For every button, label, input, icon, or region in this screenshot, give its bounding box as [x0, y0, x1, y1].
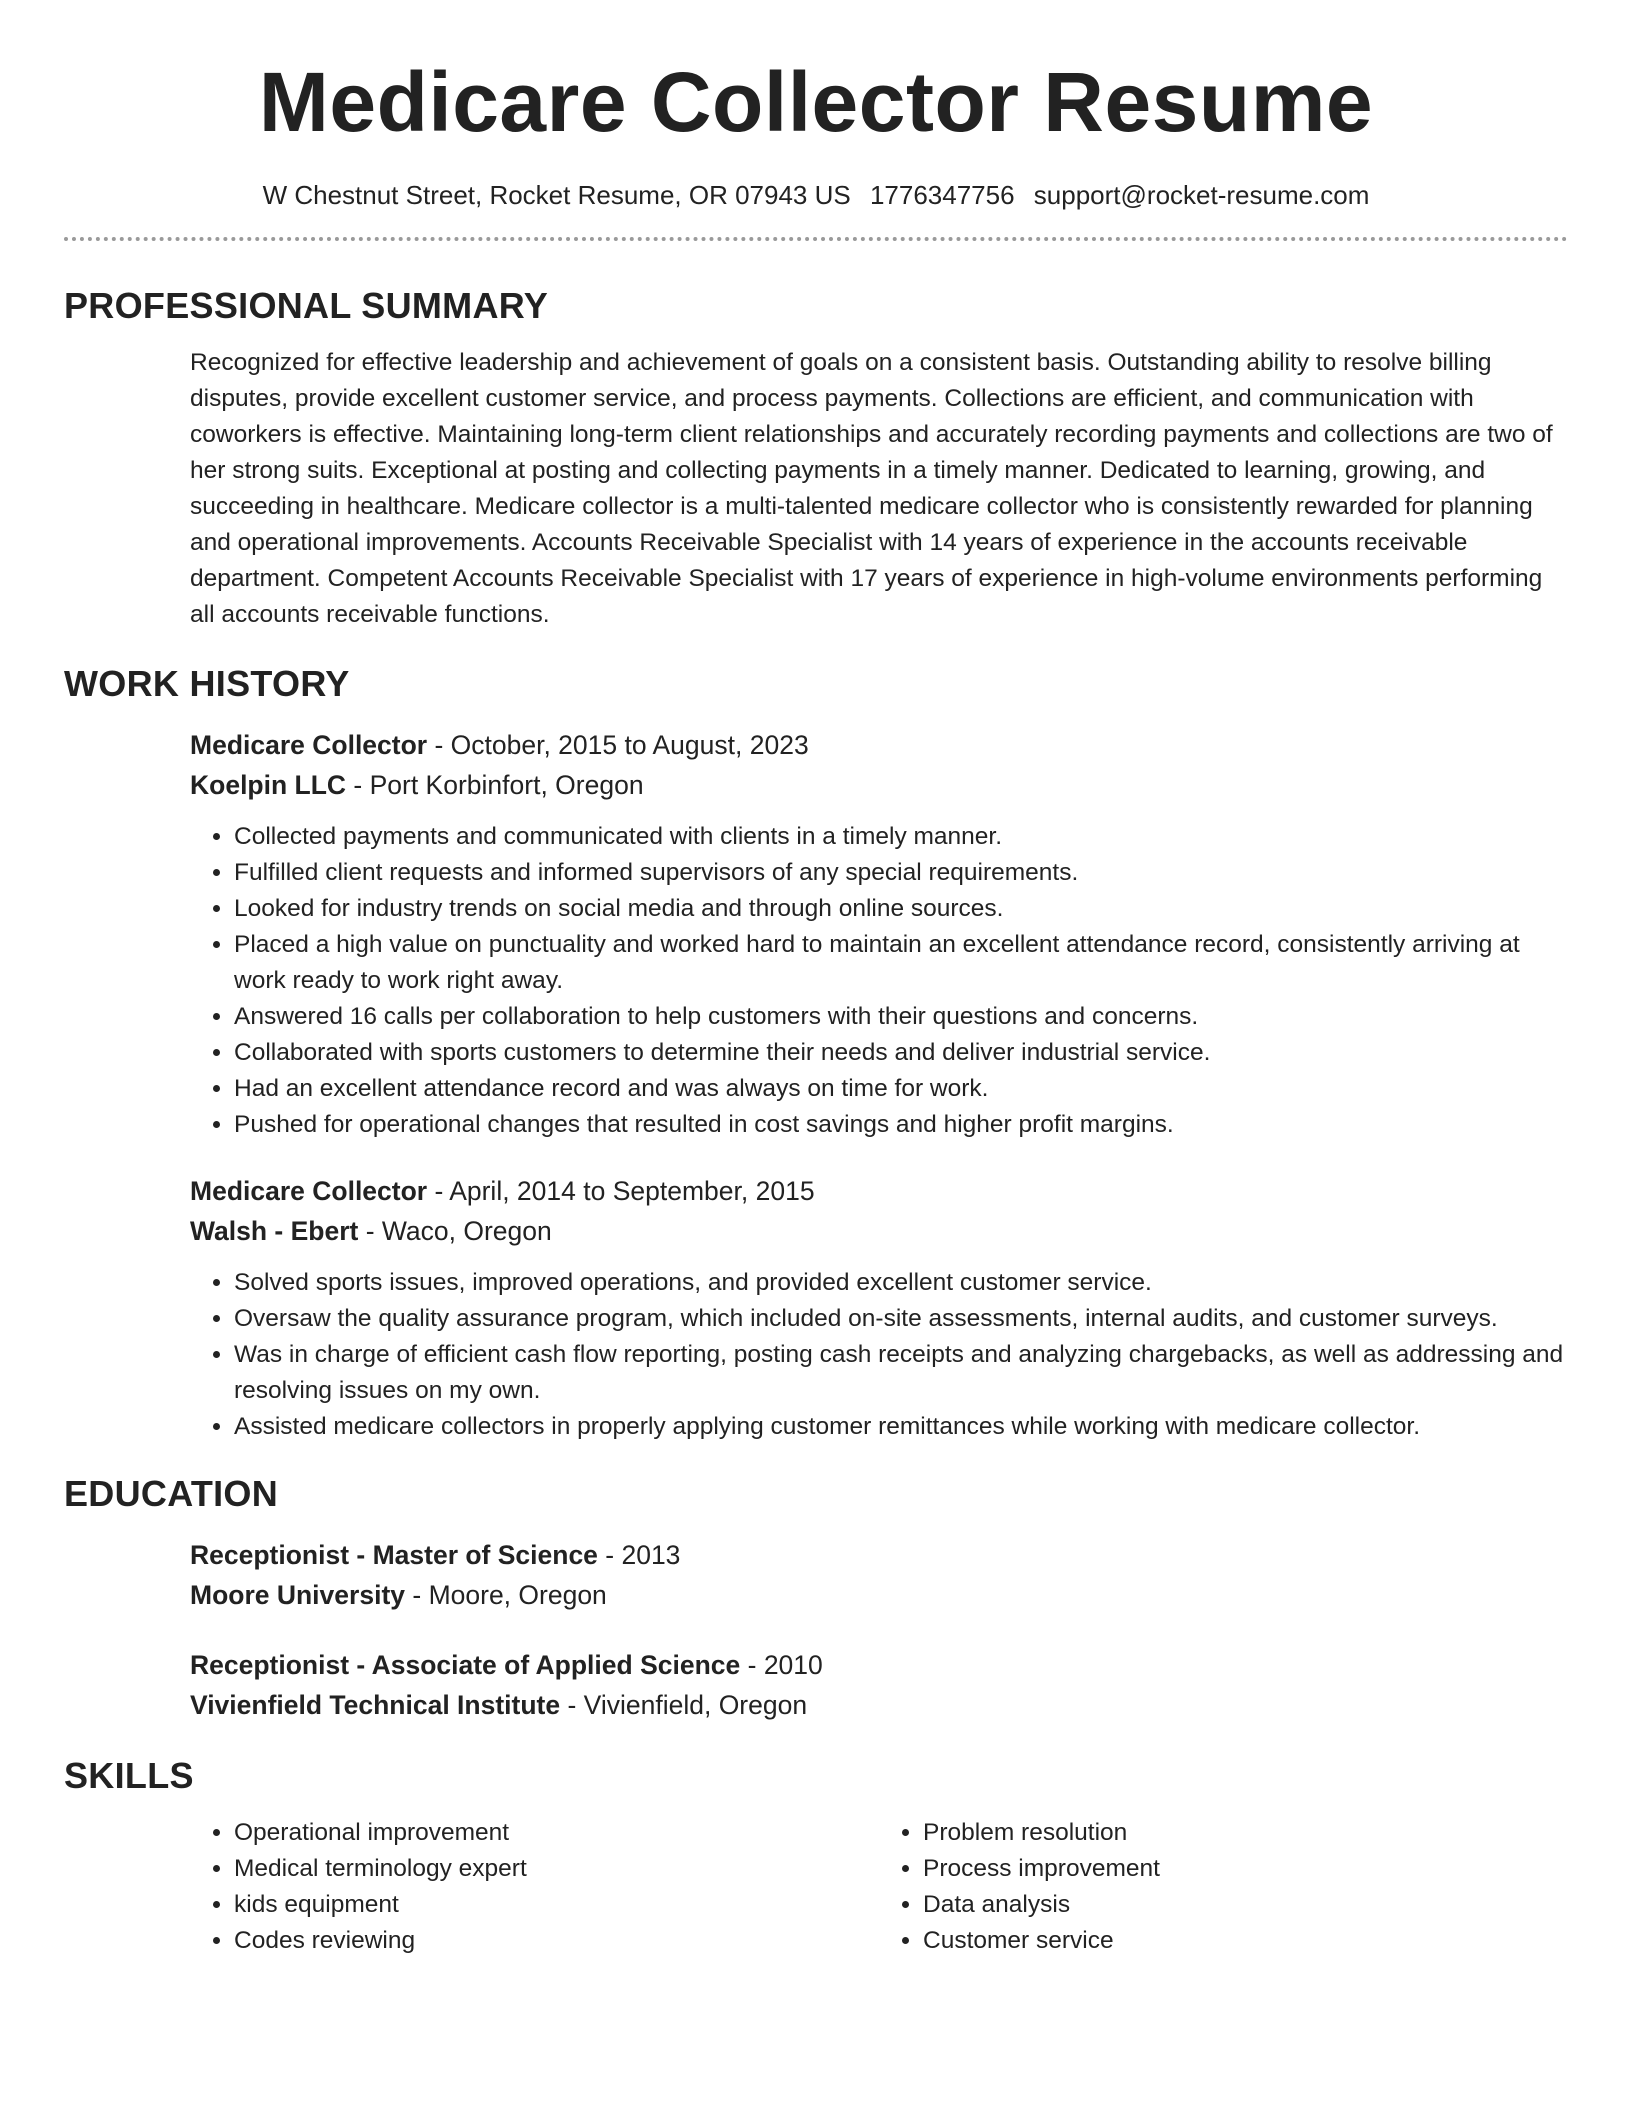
list-item: • Fulfilled client requests and informed supervisors of any special requirements. [234, 855, 1568, 891]
education-degree-line [190, 1535, 1568, 1575]
job-bullets [190, 1265, 1568, 1445]
work-history-section [190, 725, 1568, 1445]
skill-item: • Customer service [923, 1923, 1568, 1959]
education-school: Moore University [190, 1580, 406, 1610]
job-location: - Port Korbinfort, Oregon [346, 770, 644, 800]
list-item: • Solved sports issues, improved operations, and provided excellent customer service. [234, 1265, 1568, 1301]
education-year: - 2013 [597, 1540, 681, 1570]
list-item: • Assisted medicare collectors in properly applying customer remittances while working with medicare collector. [234, 1409, 1568, 1445]
job-title-line [190, 725, 1568, 765]
skill-item: • Codes reviewing [234, 1923, 879, 1959]
skills-list-right [879, 1815, 1568, 1959]
job-title: Medicare Collector [190, 1176, 428, 1206]
list-item: • Had an excellent attendance record and was always on time for work. [234, 1071, 1568, 1107]
list-item: • Placed a high value on punctuality and worked hard to maintain an excellent attendance record, consistently arriving at work ready to work right away. [234, 927, 1568, 999]
summary-heading: PROFESSIONAL SUMMARY [64, 285, 549, 326]
skills-heading: SKILLS [64, 1755, 194, 1796]
education-heading: EDUCATION [64, 1473, 279, 1514]
list-item: • Was in charge of efficient cash flow reporting, posting cash receipts and analyzing chargebacks, as well as addressing and resolving issues on my own. [234, 1337, 1568, 1409]
summary-text: Recognized for effective leadership and achievement of goals on a consistent basis. Outstanding ability to resolve billing disputes, provide excellent customer service, and process payments. Collections are efficient, and communication with coworkers is effective. Maintaining long-term client relationships and accurately recording payments and collections are two of her strong suits. Exceptional at posting and collecting payments in a timely manner. Dedicated to learning, growing, and succeeding in healthcare. Medicare collector is a multi-talented medicare collector who is consistently rewarded for planning and operational improvements. Accounts Receivable Specialist with 14 years of experience in the accounts receivable department. Competent Accounts Receivable Specialist with 17 years of experience in high-volume environments performing all accounts receivable functions. [190, 349, 1553, 628]
contact-email: support@rocket-resume.com [1033, 180, 1370, 210]
job-entry [190, 1171, 1568, 1445]
education-degree-line [190, 1645, 1568, 1685]
job-bullets [190, 819, 1568, 1143]
skills-section [190, 1815, 1568, 1959]
list-item: • Collaborated with sports customers to determine their needs and deliver industrial service. [234, 1035, 1568, 1071]
job-company-line [190, 1211, 1568, 1251]
page-title: Medicare Collector Resume [258, 55, 1374, 149]
skill-item: • Data analysis [923, 1887, 1568, 1923]
skill-item: • Medical terminology expert [234, 1851, 879, 1887]
education-year: - 2010 [740, 1650, 823, 1680]
job-title-line [190, 1171, 1568, 1211]
job-dates: - October, 2015 to August, 2023 [427, 730, 809, 760]
education-degree: Receptionist - Master of Science [190, 1540, 598, 1570]
education-entry [190, 1645, 1568, 1725]
job-title: Medicare Collector [190, 730, 428, 760]
job-location: - Waco, Oregon [358, 1216, 552, 1246]
job-company-line [190, 765, 1568, 805]
skill-item: • Operational improvement [234, 1815, 879, 1851]
education-section [190, 1535, 1568, 1725]
education-location: - Moore, Oregon [405, 1580, 607, 1610]
list-item: • Looked for industry trends on social media and through online sources. [234, 891, 1568, 927]
list-item: • Oversaw the quality assurance program, which included on-site assessments, internal audits, and customer surveys. [234, 1301, 1568, 1337]
skills-list-left [190, 1815, 879, 1959]
skill-item: • Problem resolution [923, 1815, 1568, 1851]
education-location: - Vivienfield, Oregon [560, 1690, 808, 1720]
education-degree: Receptionist - Associate of Applied Science [190, 1650, 741, 1680]
job-entry [190, 725, 1568, 1143]
skill-item: • Process improvement [923, 1851, 1568, 1887]
contact-phone: 1776347756 [869, 180, 1015, 210]
job-company: Walsh - Ebert [190, 1216, 359, 1246]
contact-address: W Chestnut Street, Rocket Resume, OR 07943 US [262, 180, 851, 210]
education-entry [190, 1535, 1568, 1615]
header-divider [64, 237, 1568, 241]
job-company: Koelpin LLC [190, 770, 347, 800]
work-history-heading: WORK HISTORY [64, 663, 350, 704]
skill-item: • kids equipment [234, 1887, 879, 1923]
list-item: • Collected payments and communicated with clients in a timely manner. [234, 819, 1568, 855]
education-school: Vivienfield Technical Institute [190, 1690, 561, 1720]
list-item: • Answered 16 calls per collaboration to help customers with their questions and concerns. [234, 999, 1568, 1035]
contact-line [64, 180, 1568, 211]
job-dates: - April, 2014 to September, 2015 [427, 1176, 815, 1206]
list-item: • Pushed for operational changes that resulted in cost savings and higher profit margins. [234, 1107, 1568, 1143]
education-school-line [190, 1685, 1568, 1725]
summary-section [190, 345, 1568, 633]
education-school-line [190, 1575, 1568, 1615]
